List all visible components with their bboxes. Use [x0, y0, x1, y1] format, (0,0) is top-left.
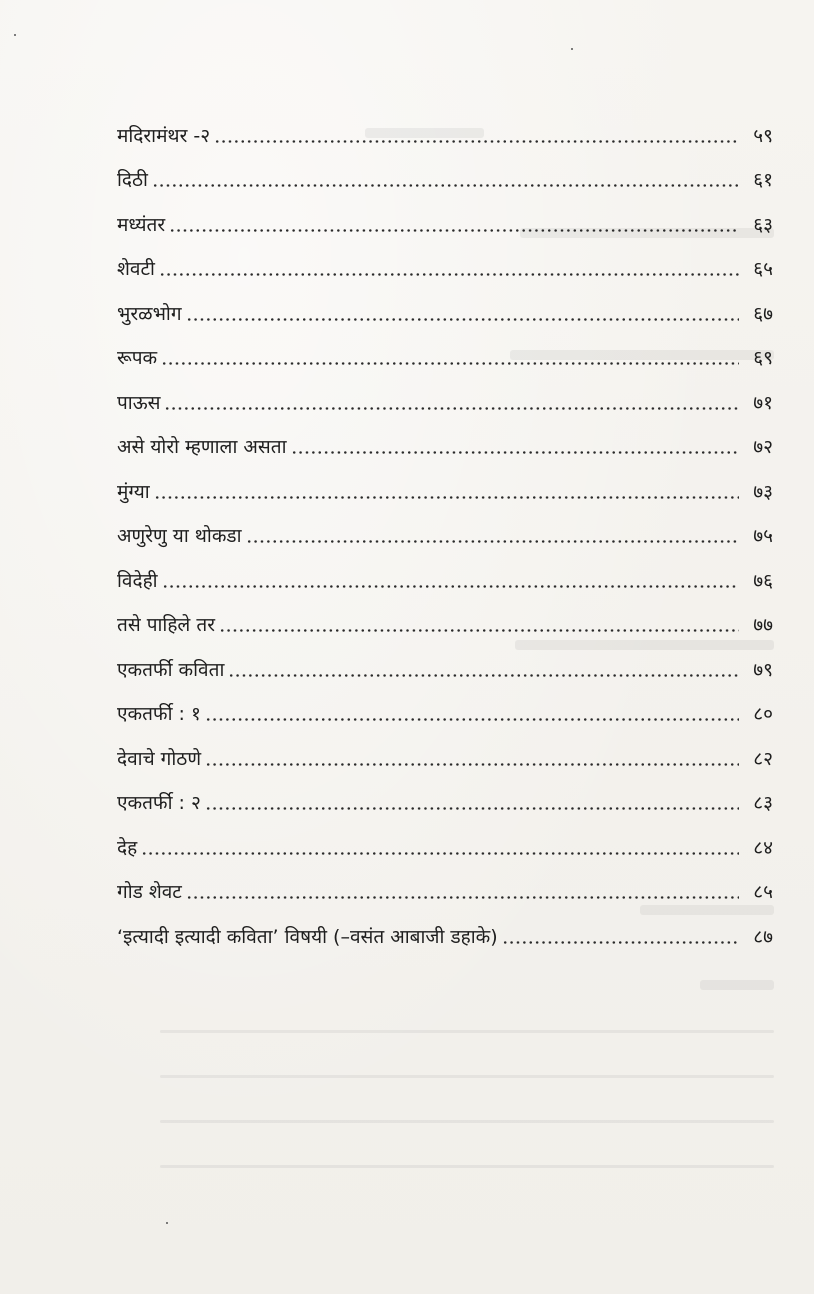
- dot-leader: [186, 318, 739, 321]
- dot-leader: [205, 807, 739, 810]
- toc-entry-title: मुंग्या: [117, 480, 150, 503]
- paper-speck: [14, 34, 16, 36]
- toc-entry-page: ६१: [753, 169, 773, 191]
- dot-leader: [169, 229, 739, 232]
- toc-entry-page: ७१: [753, 391, 773, 414]
- toc-entry: [117, 772, 773, 817]
- toc-entry: [117, 905, 773, 950]
- toc-entry: [117, 371, 773, 416]
- dot-leader: [161, 362, 739, 365]
- dot-leader: [246, 540, 739, 543]
- toc-entry-page: ८२: [753, 747, 773, 770]
- dot-leader: [502, 941, 739, 944]
- paper-speck: [166, 1222, 168, 1224]
- paper-speck: [571, 48, 573, 50]
- toc-entry-title: असे योरो म्हणाला असता: [117, 436, 287, 458]
- toc-entry-title: मध्यंतर: [117, 213, 166, 236]
- toc-entry-title: गोड शेवट: [117, 881, 182, 903]
- dot-leader: [164, 407, 739, 410]
- toc-entry-page: ८४: [753, 836, 773, 859]
- toc-entry-title: तसे पाहिले तर: [117, 614, 215, 636]
- toc-entry-title: विदेही: [117, 569, 158, 592]
- toc-entry: [117, 193, 773, 238]
- dot-leader: [141, 852, 739, 855]
- toc-entry-page: ८५: [753, 881, 773, 903]
- toc-entry-title: अणुरेणु या थोकडा: [117, 525, 242, 547]
- toc-entry-page: ८०: [753, 703, 773, 725]
- toc-entry-title: शेवटी: [117, 258, 155, 280]
- toc-entry-page: ७६: [753, 569, 773, 592]
- dot-leader: [154, 496, 739, 499]
- dot-leader: [162, 585, 739, 588]
- toc-entry-title: देह: [117, 836, 138, 859]
- dot-leader: [152, 184, 739, 187]
- dot-leader: [219, 629, 739, 632]
- dot-leader: [159, 273, 739, 276]
- toc-entry-page: ७७: [753, 614, 773, 636]
- toc-entry: [117, 282, 773, 327]
- toc-entry: [117, 816, 773, 861]
- toc-entry-title: एकतर्फी : १: [117, 703, 201, 725]
- toc-entry: [117, 594, 773, 639]
- toc-entry-page: ८७: [753, 925, 773, 948]
- toc-entry-title: भुरळभोग: [117, 302, 182, 325]
- toc-entry-page: ६९: [753, 347, 773, 369]
- dot-leader: [214, 140, 739, 143]
- toc-entry-page: ५९: [753, 124, 773, 147]
- table-of-contents: [117, 104, 773, 950]
- toc-entry-title: मदिरामंथर -२: [117, 124, 211, 147]
- toc-entry: [117, 327, 773, 372]
- toc-entry: [117, 505, 773, 550]
- toc-entry-title: दिठी: [117, 169, 148, 191]
- dot-leader: [205, 718, 739, 721]
- toc-entry: [117, 238, 773, 283]
- toc-entry-page: ६५: [753, 258, 773, 280]
- toc-entry-page: ७२: [753, 436, 773, 458]
- toc-entry-title: एकतर्फी कविता: [117, 658, 225, 681]
- toc-entry: [117, 104, 773, 149]
- toc-entry-page: ६७: [753, 302, 773, 325]
- toc-entry: [117, 861, 773, 906]
- toc-entry: [117, 149, 773, 194]
- dot-leader: [291, 451, 739, 454]
- toc-entry-page: ८३: [753, 792, 773, 814]
- toc-entry-page: ७९: [753, 658, 773, 681]
- dot-leader: [228, 674, 739, 677]
- toc-entry: [117, 460, 773, 505]
- toc-entry-page: ६३: [753, 213, 773, 236]
- toc-entry: [117, 727, 773, 772]
- toc-entry: [117, 416, 773, 461]
- toc-entry-title: रूपक: [117, 347, 158, 369]
- toc-entry-title: पाऊस: [117, 391, 161, 414]
- toc-entry: [117, 638, 773, 683]
- toc-entry-page: ७५: [753, 525, 773, 547]
- toc-entry-title: ‘इत्यादी इत्यादी कविता’ विषयी (–वसंत आबाजी डहाके): [117, 925, 498, 948]
- toc-entry-title: एकतर्फी : २: [117, 792, 201, 814]
- toc-entry: [117, 549, 773, 594]
- toc-entry-page: ७३: [753, 480, 773, 503]
- dot-leader: [205, 763, 739, 766]
- toc-entry: [117, 683, 773, 728]
- dot-leader: [186, 896, 739, 899]
- toc-entry-title: देवाचे गोठणे: [117, 747, 202, 770]
